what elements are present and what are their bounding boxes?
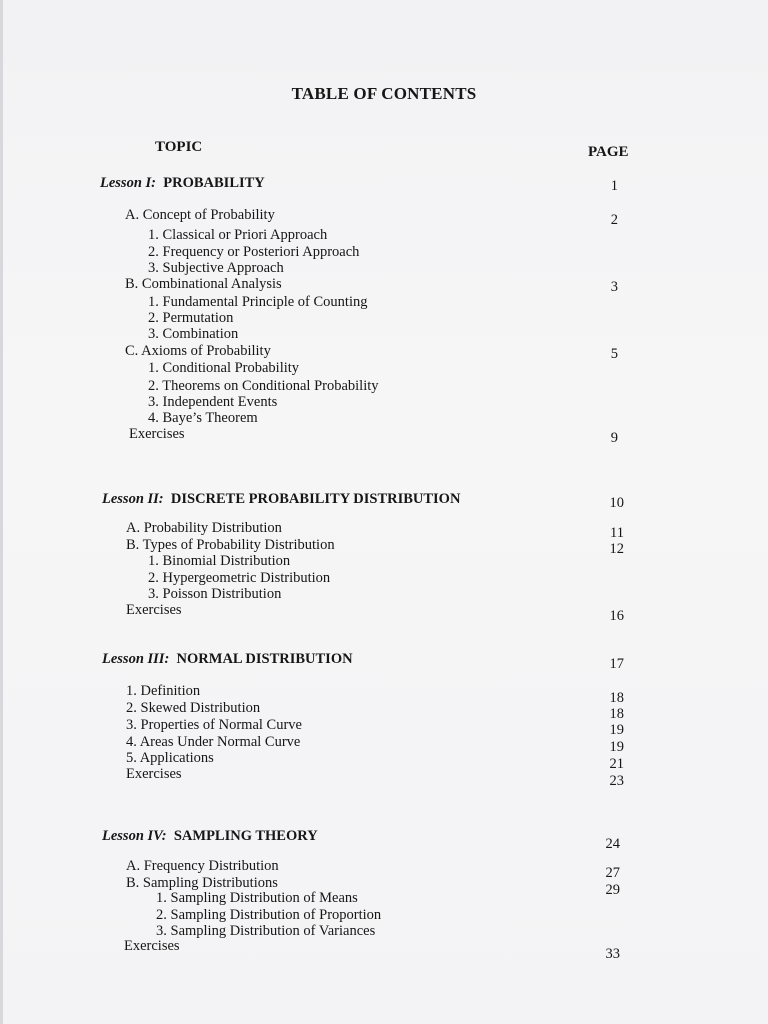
toc-subitem: 3. Subjective Approach [148,260,284,276]
toc-item: 2. Skewed Distribution [126,700,261,716]
toc-page: 12 [609,541,624,557]
lesson-number: Lesson I: [100,175,156,191]
toc-item: 1. Definition [126,683,201,699]
lesson-title: PROBABILITY [163,175,265,191]
toc-page: 2 [610,212,618,228]
toc-page: 19 [609,722,624,738]
toc-item: B. Sampling Distributions [126,875,278,891]
toc-subitem: 2. Frequency or Posteriori Approach [148,244,360,260]
toc-subitem: 3. Poisson Distribution [148,586,282,602]
toc-subitem: 3. Combination [148,326,239,342]
toc-subitem: 2. Hypergeometric Distribution [148,570,331,586]
lesson-number: Lesson II: [102,491,164,507]
toc-subitem: 2. Permutation [148,310,234,326]
lesson-number: Lesson IV: [102,828,167,844]
toc-subitem: 2. Sampling Distribution of Proportion [156,907,382,923]
lesson-number: Lesson III: [102,651,170,667]
toc-subitem: 1. Conditional Probability [148,360,300,376]
toc-page: 18 [609,690,624,706]
toc-item: 5. Applications [126,750,214,766]
toc-page: 21 [609,756,624,772]
toc-page: 29 [605,882,620,898]
topic-header: TOPIC [155,139,203,155]
toc-item: 4. Areas Under Normal Curve [126,734,301,750]
lesson-page: 1 [610,178,618,194]
toc-page: 27 [605,865,620,881]
lesson-1-heading [100,175,265,192]
toc-subitem: 3. Independent Events [148,394,278,410]
lesson-page: 10 [609,495,624,511]
toc-page: 3 [610,279,618,295]
lesson-title: SAMPLING THEORY [173,828,318,844]
toc-page: 19 [609,739,624,755]
toc-subitem: 1. Binomial Distribution [148,553,291,569]
page-title: TABLE OF CONTENTS [291,84,477,103]
toc-item: B. Combinational Analysis [125,276,282,292]
lesson-4-heading [102,828,318,845]
toc-subitem: 1. Sampling Distribution of Means [156,890,358,906]
toc-page: 23 [609,773,624,789]
toc-page: 5 [610,346,618,362]
toc-item: 3. Properties of Normal Curve [126,717,302,733]
lesson-2-heading [102,491,460,508]
lesson-title: DISCRETE PROBABILITY DISTRIBUTION [170,491,461,507]
toc-subitem: 1. Fundamental Principle of Counting [148,294,368,310]
toc-item: B. Types of Probability Distribution [126,537,335,553]
page-header: PAGE [588,144,629,160]
lesson-title: NORMAL DISTRIBUTION [176,651,353,667]
toc-item: A. Concept of Probability [125,207,275,223]
lesson-page: 24 [605,836,620,852]
toc-subitem: 3. Sampling Distribution of Variances [156,923,376,939]
toc-item: A. Frequency Distribution [126,858,279,874]
lesson-page: 17 [609,656,624,672]
toc-page: 33 [605,946,620,962]
page-edge [0,0,3,1024]
toc-subitem: 4. Baye’s Theorem [148,410,258,426]
toc-subitem: 2. Theorems on Conditional Probability [148,378,379,394]
toc-item: C. Axioms of Probability [125,343,271,359]
toc-subitem: 1. Classical or Priori Approach [148,227,328,243]
toc-exercises: Exercises [126,766,182,782]
toc-page: 18 [609,706,624,722]
toc-page: 11 [610,525,624,541]
toc-exercises: Exercises [124,938,180,954]
toc-exercises: Exercises [129,426,185,442]
toc-item: A. Probability Distribution [126,520,282,536]
lesson-3-heading [102,651,353,668]
toc-exercises: Exercises [126,602,182,618]
toc-page: 9 [610,430,618,446]
toc-page: 16 [609,608,624,624]
